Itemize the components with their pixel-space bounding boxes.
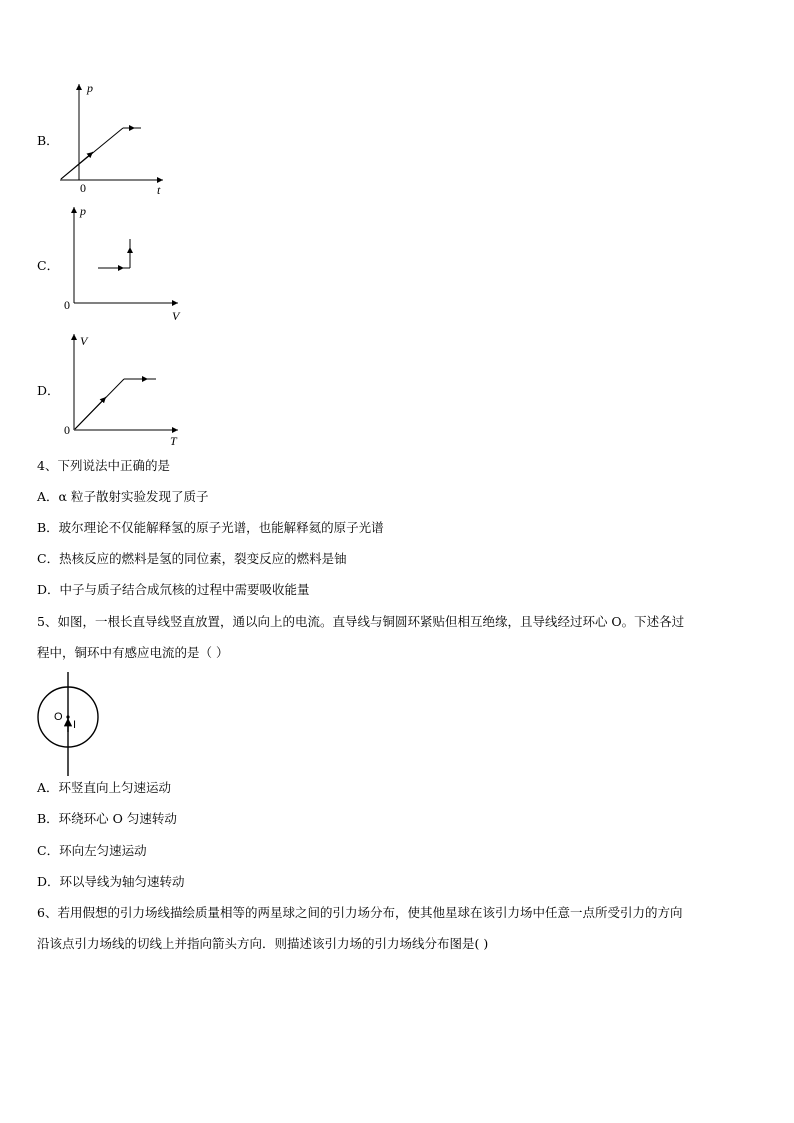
y-axis-label: V bbox=[80, 334, 88, 348]
origin-label: 0 bbox=[64, 423, 70, 437]
origin-label: 0 bbox=[64, 298, 70, 312]
graph-d bbox=[58, 330, 208, 450]
x-axis-label: V bbox=[172, 309, 180, 323]
option-d-label: D． bbox=[37, 383, 60, 398]
q5-ring-figure bbox=[34, 672, 114, 782]
q5-stem-line2: 程中，铜环中有感应电流的是（ ） bbox=[37, 645, 229, 660]
center-label: O bbox=[54, 711, 63, 723]
graph-b bbox=[55, 78, 175, 198]
q5-option-b: B．环绕环心 O 匀速转动 bbox=[37, 811, 177, 826]
q6-stem-line2: 沿该点引力场线的切线上并指向箭头方向．则描述该引力场的引力场线分布图是( ) bbox=[37, 936, 489, 951]
option-b-label: B． bbox=[37, 133, 59, 148]
x-axis-label: T bbox=[170, 434, 177, 448]
x-axis-label: t bbox=[157, 183, 161, 197]
q5-option-d: D．环以导线为轴匀速转动 bbox=[37, 874, 185, 889]
q5-option-c: C．环向左匀速运动 bbox=[37, 843, 147, 858]
q5-option-a: A．环竖直向上匀速运动 bbox=[37, 780, 172, 795]
q6-stem-line1: 6、若用假想的引力场线描绘质量相等的两星球之间的引力场分布，使其他星球在该引力场中任意一点所受引力的方向 bbox=[37, 905, 683, 920]
q5-stem-line1: 5、如图，一根长直导线竖直放置，通以向上的电流。直导线与铜圆环紧贴但相互绝缘，且导线经过环心 O。下述各过 bbox=[37, 614, 685, 629]
q4-option-a: A．α 粒子散射实验发现了质子 bbox=[37, 489, 209, 504]
q4-stem: 4、下列说法中正确的是 bbox=[37, 458, 170, 473]
y-axis-label: p bbox=[80, 204, 86, 218]
origin-label: 0 bbox=[80, 181, 86, 195]
q4-option-b: B．玻尔理论不仅能解释氢的原子光谱，也能解释氦的原子光谱 bbox=[37, 520, 384, 535]
option-c-label: C． bbox=[37, 258, 60, 273]
graph-c bbox=[58, 203, 208, 323]
q4-option-c: C．热核反应的燃料是氢的同位素，裂变反应的燃料是铀 bbox=[37, 551, 347, 566]
y-axis-label: p bbox=[87, 81, 93, 95]
q4-option-d: D．中子与质子结合成氘核的过程中需要吸收能量 bbox=[37, 582, 310, 597]
current-label: I bbox=[73, 719, 77, 731]
